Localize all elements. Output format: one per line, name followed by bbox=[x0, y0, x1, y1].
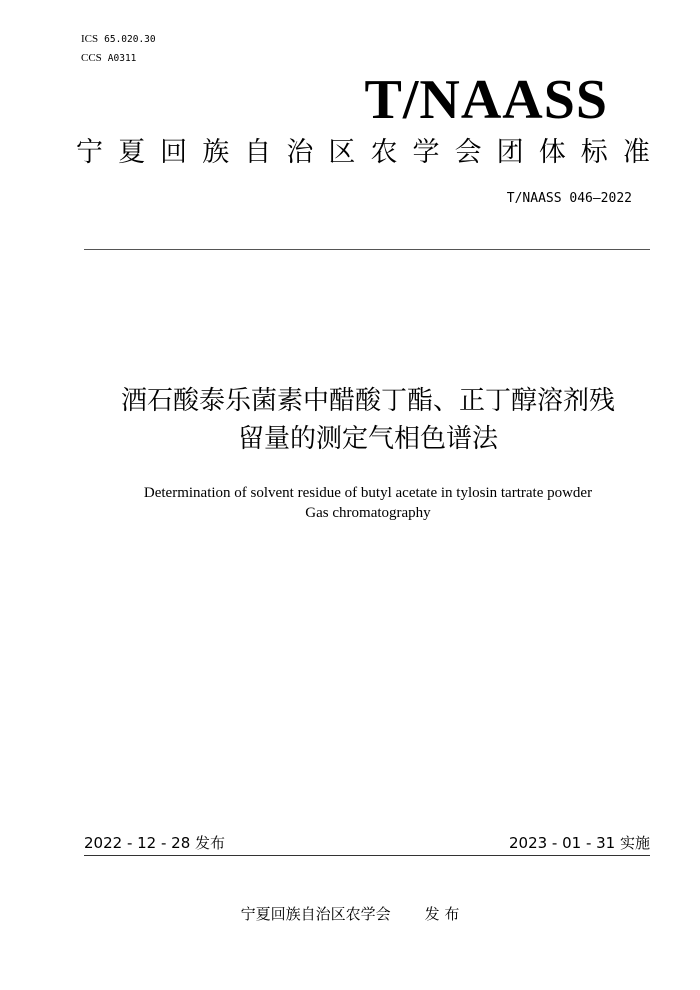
org-char: 回 bbox=[160, 137, 188, 168]
org-char: 准 bbox=[622, 137, 650, 168]
english-title bbox=[70, 483, 666, 523]
org-char: 治 bbox=[286, 137, 314, 168]
organization-name bbox=[76, 136, 650, 170]
issuer-org: 宁夏回族自治区农学会 bbox=[240, 905, 391, 923]
ics-label: ICS bbox=[81, 33, 99, 45]
english-title-line-1: Determination of solvent residue of butyl acetate in tylosin tartrate powder bbox=[143, 485, 593, 501]
org-char: 自 bbox=[244, 137, 272, 168]
org-char: 会 bbox=[454, 137, 482, 168]
ics-value: 65.020.30 bbox=[104, 34, 156, 45]
standard-number: T/NAASS 046—2022 bbox=[506, 191, 632, 206]
ccs-code bbox=[81, 52, 136, 65]
chinese-title-line-2: 留量的测定气相色谱法 bbox=[237, 424, 498, 454]
header-divider bbox=[84, 249, 650, 250]
chinese-title bbox=[70, 382, 666, 458]
org-char: 标 bbox=[580, 137, 608, 168]
org-char: 宁 bbox=[76, 137, 103, 168]
issuer-line bbox=[0, 904, 700, 924]
org-char: 区 bbox=[328, 137, 356, 168]
org-char: 学 bbox=[412, 137, 440, 168]
issue-date: 2022 - 12 - 28 发布 bbox=[84, 834, 226, 852]
issuer-action: 发 布 bbox=[424, 905, 460, 923]
footer-divider bbox=[84, 855, 650, 856]
org-char: 夏 bbox=[118, 137, 146, 168]
org-char: 团 bbox=[496, 137, 524, 168]
org-char: 体 bbox=[538, 137, 566, 168]
english-title-line-2: Gas chromatography bbox=[305, 505, 431, 521]
chinese-title-line-1: 酒石酸泰乐菌素中醋酸丁酯、正丁醇溶剂残 bbox=[120, 386, 615, 416]
org-char: 农 bbox=[370, 137, 398, 168]
ccs-value: A0311 bbox=[107, 53, 137, 64]
implementation-date: 2023 - 01 - 31 实施 bbox=[508, 834, 650, 852]
standard-logo: T/NAASS bbox=[364, 69, 608, 131]
ccs-label: CCS bbox=[81, 52, 102, 64]
org-char: 族 bbox=[202, 137, 230, 168]
ics-code bbox=[81, 33, 156, 46]
